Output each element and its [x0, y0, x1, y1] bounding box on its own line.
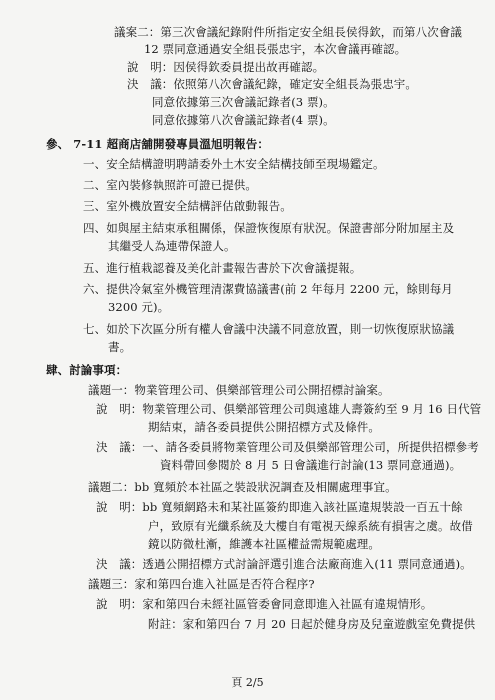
topic-2-explanation-line-3: 鏡以防微杜漸，維護本社區權益需規範處理。	[148, 537, 380, 551]
topic-2-explanation-line-1: 說 明：bb 寬頻網路未和某社區簽約即進入該社區違規裝設一百五十餘	[96, 500, 463, 514]
topic-3-title: 議題三：家和第四台進入社區是否符合程序?	[88, 577, 315, 591]
page-number: 頁 2/5	[231, 676, 264, 689]
report-item-3: 三、室外機放置安全結構評估啟動報告。	[83, 199, 292, 213]
section-4-heading: 肆、討論事項：	[46, 363, 128, 377]
report-item-6-line-2: 3200 元)。	[108, 300, 170, 314]
report-item-7-line-1: 七、如於下次區分所有權人會議中決議不同意放置，則一切恢復原狀協議	[83, 322, 455, 336]
topic-1-resolution-line-2: 資料帶回參閱於 8 月 5 日會議進行討論(13 票同意通過)。	[160, 458, 462, 472]
report-item-4-line-1: 四、如與屋主結束承租關係，保證恢復原有狀況。保證書部分附加屋主及	[83, 221, 455, 235]
motion-2-line-1: 議案二：第三次會議紀錄附件所指定安全組長侯得欽，而第八次會議	[114, 25, 462, 39]
report-item-4-line-2: 其繼受人為連帶保證人。	[108, 239, 236, 253]
motion-2-explanation: 說 明：因侯得欽委員提出故再確認。	[127, 60, 325, 74]
report-item-5: 五、進行植栽認養及美化計畫報告書於下次會議提報。	[83, 261, 362, 275]
topic-1-explanation-line-1: 說 明：物業管理公司、俱樂部管理公司與遠雄人壽簽約至 9 月 16 日代管	[96, 402, 482, 416]
report-item-6-line-1: 六、提供冷氣室外機管理清潔費協議書(前 2 年每月 2200 元，餘則每月	[83, 282, 453, 296]
motion-2-vote-8: 同意依據第八次會議記錄者(4 票)。	[152, 113, 335, 127]
motion-2-resolution: 決 議：依照第八次會議紀錄，確定安全組長為張忠宇。	[127, 77, 417, 91]
topic-2-title: 議題二：bb 寬頻於本社區之裝設狀況調查及相關處理事宜。	[88, 480, 397, 494]
report-item-2: 二、室內裝修執照許可證已提供。	[83, 178, 257, 192]
topic-3-note: 附註：家和第四台 7 月 20 日起於健身房及兒童遊戲室免費提供	[148, 617, 476, 631]
section-3-heading: 參、 7-11 超商店舖開發專員溫旭明報告：	[46, 137, 269, 151]
report-item-7-line-2: 書。	[108, 340, 132, 354]
topic-3-explanation: 說 明：家和第四台未經社區管委會同意即進入社區有違規情形。	[96, 597, 433, 611]
report-item-1: 一、安全結構證明聘請委外土木安全結構技師至現場鑑定。	[83, 157, 385, 171]
topic-2-explanation-line-2: 户，致原有光纖系統及大樓自有電視天線系統有損害之虞。故借	[148, 519, 473, 533]
topic-2-resolution: 決 議：透過公開招標方式討論評選引進合法廠商進入(11 票同意通過)。	[96, 557, 472, 571]
topic-1-explanation-line-2: 期結束，請各委員提供公開招標方式及條件。	[148, 420, 380, 434]
topic-1-title: 議題一：物業管理公司、俱樂部管理公司公開招標討論案。	[88, 383, 390, 397]
topic-1-resolution-line-1: 決 議：一、請各委員將物業管理公司及俱樂部管理公司，所提供招標參考	[96, 440, 479, 454]
motion-2-line-2: 12 票同意通過安全組長張忠宇，本次會議再確認。	[144, 42, 407, 56]
motion-2-vote-3: 同意依據第三次會議記錄者(3 票)。	[152, 95, 335, 109]
